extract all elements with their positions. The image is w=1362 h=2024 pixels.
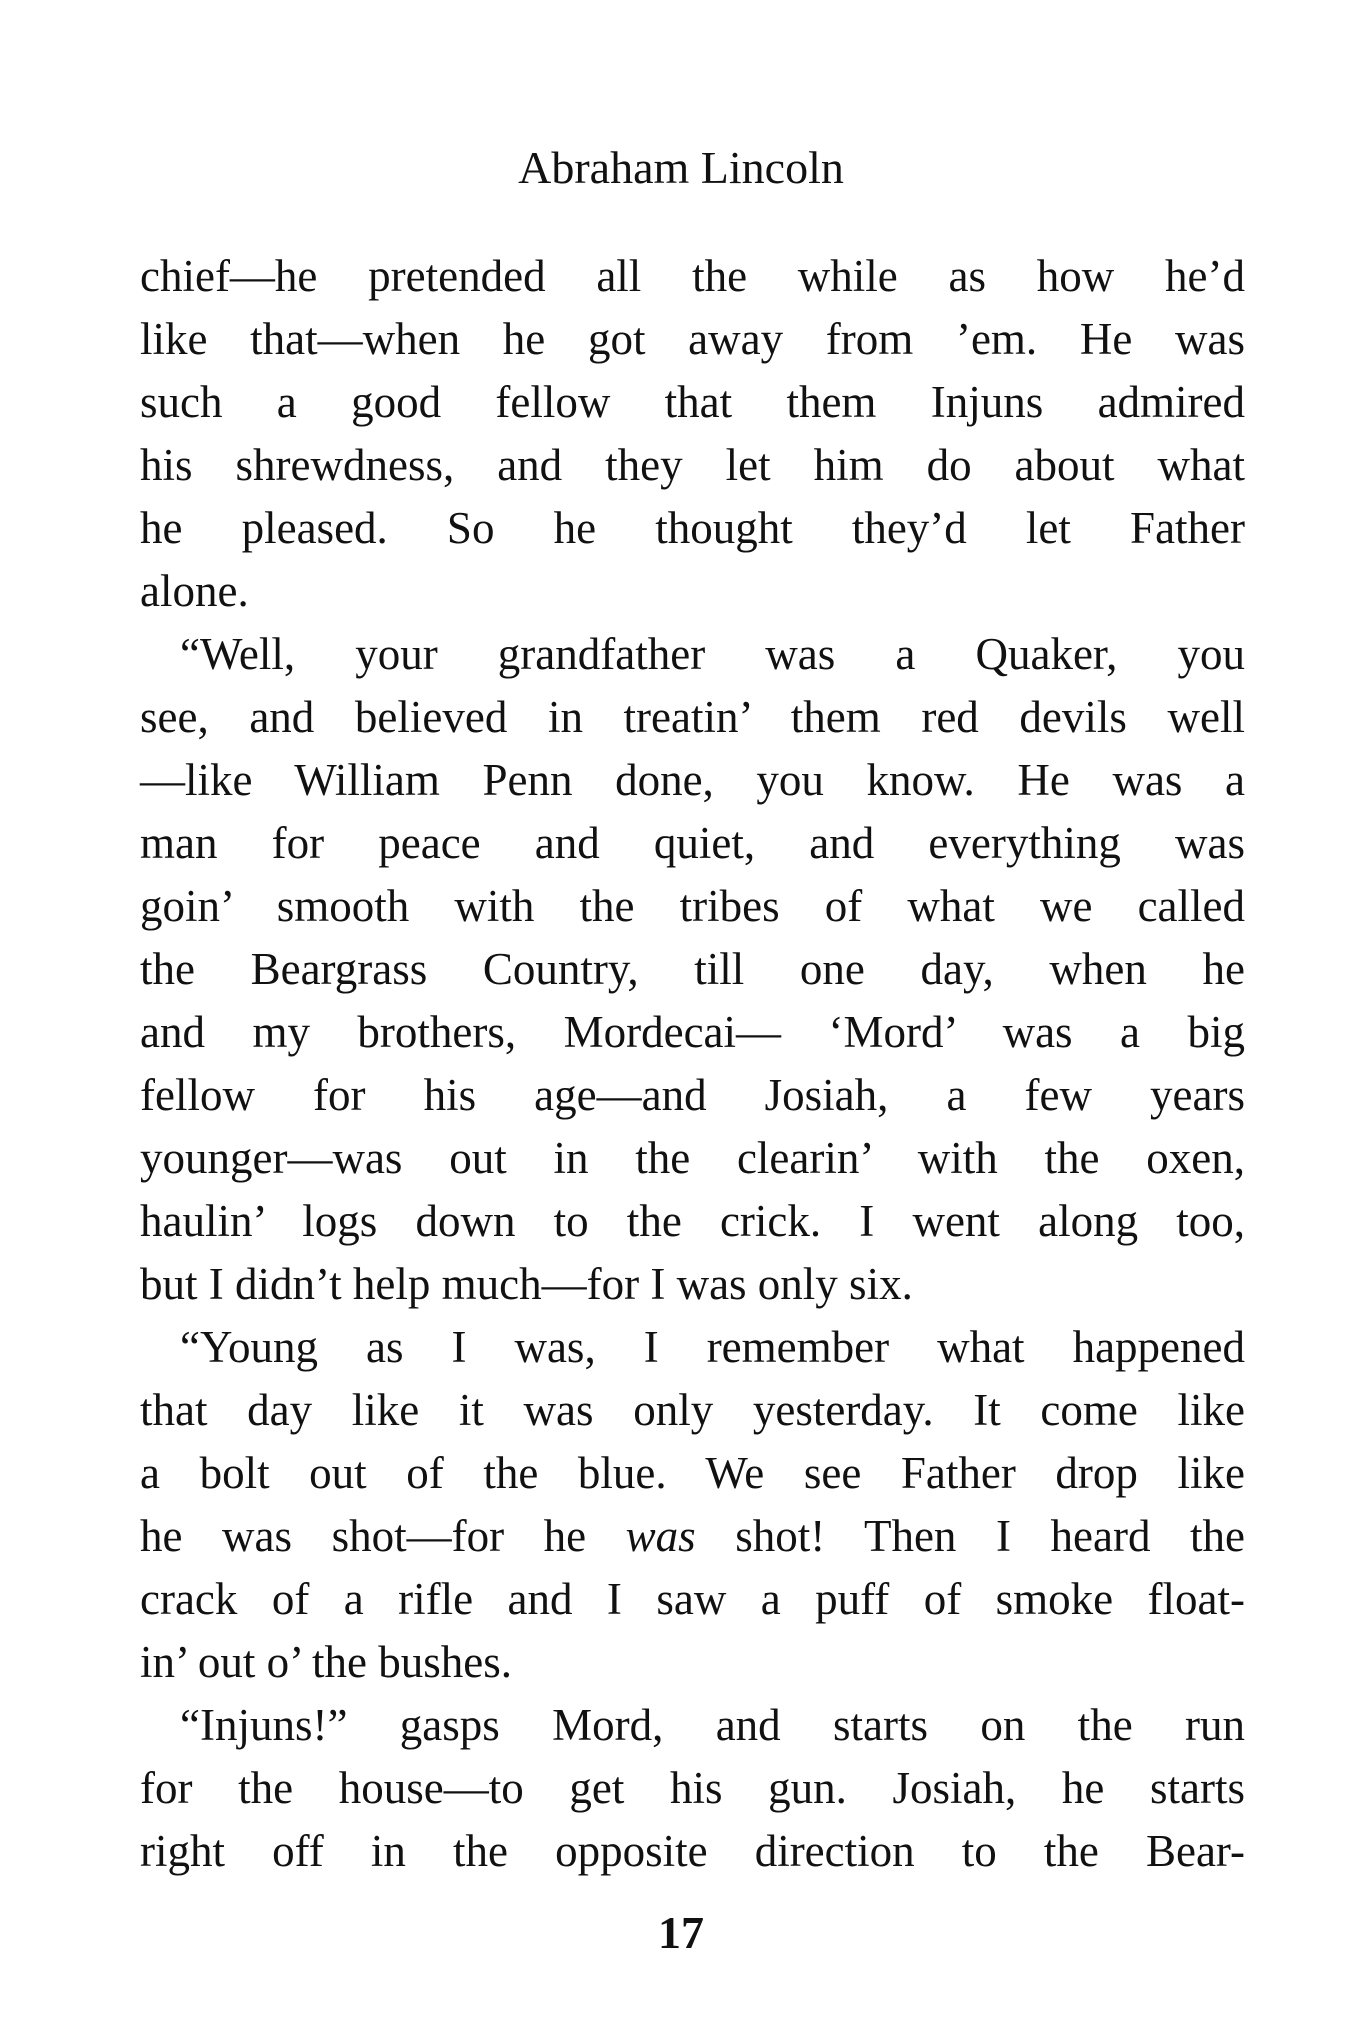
text-line: alone. xyxy=(140,566,249,616)
text-line: —like William Penn done, you know. He was a xyxy=(140,755,1245,805)
text-line: crack of a rifle and I saw a puff of smoke float- xyxy=(140,1574,1245,1624)
paragraph xyxy=(140,245,1245,623)
text-line: a bolt out of the blue. We see Father drop like xyxy=(140,1448,1245,1498)
paragraph xyxy=(140,623,1245,1316)
text-line: “Young as I was, I remember what happened xyxy=(180,1322,1245,1372)
text-segment: shot! Then I heard the xyxy=(695,1511,1245,1561)
paragraph xyxy=(140,1694,1245,1883)
text-line: the Beargrass Country, till one day, when he xyxy=(140,944,1245,994)
text-line: fellow for his age—and Josiah, a few years xyxy=(140,1070,1245,1120)
text-line: that day like it was only yesterday. It come like xyxy=(140,1385,1245,1435)
text-line: “Injuns!” gasps Mord, and starts on the run xyxy=(180,1700,1245,1750)
text-line: chief—he pretended all the while as how he’d xyxy=(140,251,1245,301)
text-line: goin’ smooth with the tribes of what we called xyxy=(140,881,1245,931)
text-line: for the house—to get his gun. Josiah, he starts xyxy=(140,1763,1245,1813)
page-number: 17 xyxy=(658,1907,704,1958)
text-line: right off in the opposite direction to the Bear- xyxy=(140,1826,1245,1876)
text-line: in’ out o’ the bushes. xyxy=(140,1637,513,1687)
text-segment: he was shot—for he xyxy=(140,1511,626,1561)
text-line: younger—was out in the clearin’ with the oxen, xyxy=(140,1133,1245,1183)
text-line: he pleased. So he thought they’d let Father xyxy=(140,503,1245,553)
text-line: and my brothers, Mordecai— ‘Mord’ was a big xyxy=(140,1007,1245,1057)
body-text xyxy=(140,245,1245,1883)
text-line: but I didn’t help much—for I was only six. xyxy=(140,1259,913,1309)
text-line: his shrewdness, and they let him do about what xyxy=(140,440,1245,490)
running-head: Abraham Lincoln xyxy=(518,142,844,193)
text-line: haulin’ logs down to the crick. I went along too, xyxy=(140,1196,1245,1246)
text-line: like that—when he got away from ’em. He was xyxy=(140,314,1245,364)
text-line: such a good fellow that them Injuns admired xyxy=(140,377,1245,427)
text-line-with-italic xyxy=(140,1505,1245,1568)
text-line: “Well, your grandfather was a Quaker, you xyxy=(180,629,1245,679)
text-line: man for peace and quiet, and everything was xyxy=(140,818,1245,868)
text-line: see, and believed in treatin’ them red devils well xyxy=(140,692,1245,742)
paragraph xyxy=(140,1316,1245,1694)
italic-word: was xyxy=(625,1511,696,1561)
